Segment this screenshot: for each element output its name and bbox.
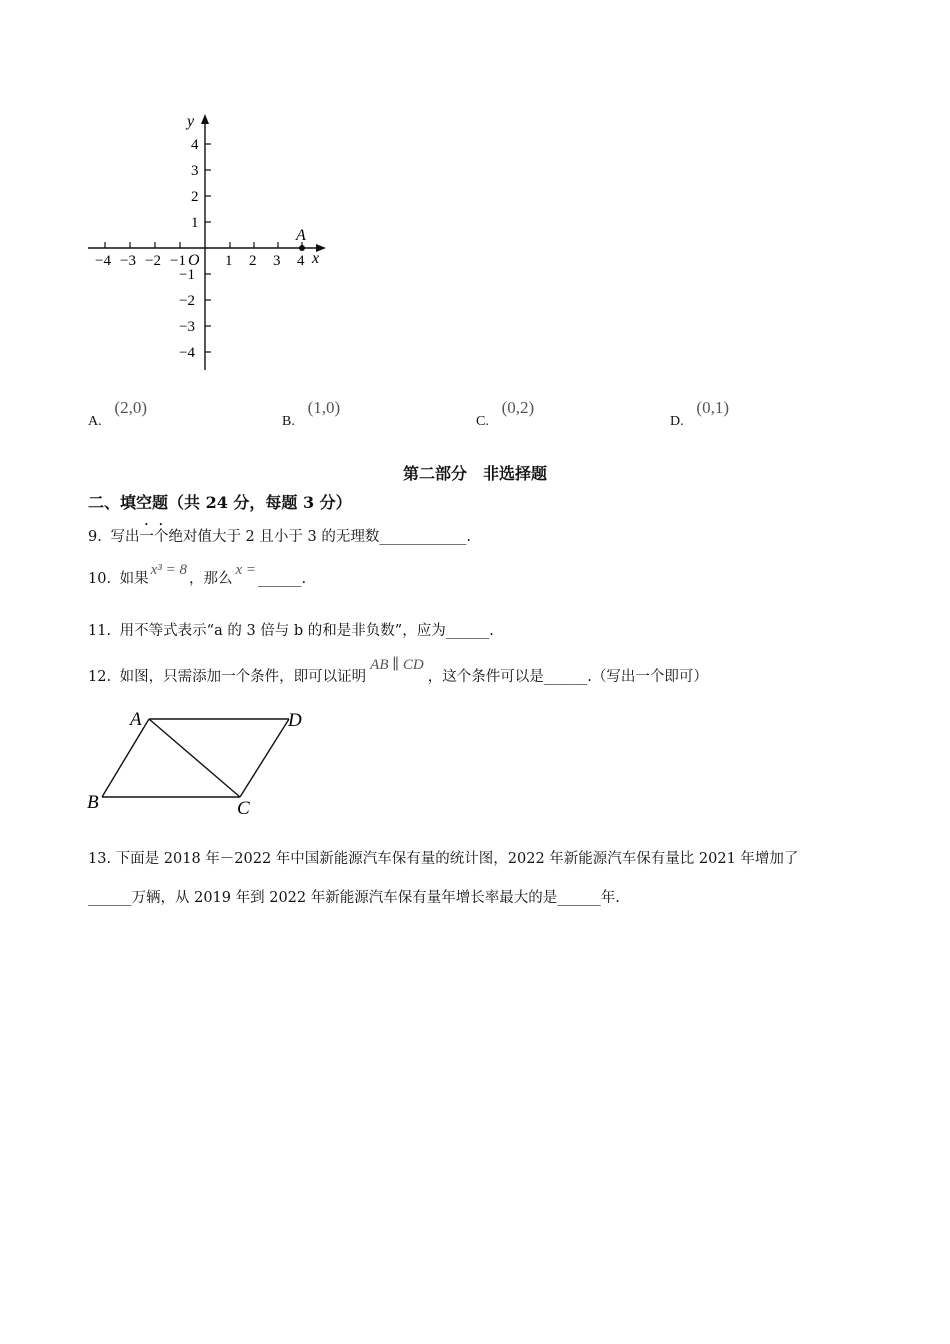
vertex-label-c: C — [237, 798, 250, 818]
x-ticks — [105, 242, 302, 248]
vertex-label-d: D — [288, 710, 302, 731]
option-c[interactable] — [476, 398, 535, 429]
part-title: 第二部分 非选择题 — [402, 464, 547, 483]
option-a[interactable] — [88, 398, 147, 429]
segment-ac — [149, 719, 240, 797]
question-number: 10. — [88, 571, 112, 587]
question-text: 万辆，从 2019 年到 2022 年新能源汽车保有量年增长率最大的是 — [131, 890, 558, 906]
question-text: ，那么 — [188, 571, 233, 587]
question-number: 12. — [88, 669, 112, 685]
question-end: . — [301, 571, 307, 587]
answer-blank[interactable]: ____________ — [379, 529, 467, 545]
coordinate-figure — [80, 108, 340, 383]
option-letter: B. — [282, 414, 295, 429]
option-value: (0,2) — [501, 398, 535, 417]
question-11 — [88, 619, 494, 640]
x-tick-label: 2 — [249, 253, 257, 269]
section-title: 二、填空题（共 24 分，每题 3 分） — [88, 493, 352, 512]
y-axis-label: y — [187, 113, 195, 130]
x-tick-label: −1 — [170, 253, 186, 269]
parallelogram-figure — [80, 706, 320, 818]
x-tick-label: −3 — [120, 253, 136, 269]
question-text: .（写出一个即可） — [587, 669, 708, 685]
question-end: . — [466, 529, 471, 545]
answer-blank[interactable]: ______ — [445, 623, 490, 639]
y-axis-arrow — [201, 114, 209, 124]
option-value: (2,0) — [114, 398, 147, 417]
y-tick-label: −3 — [179, 319, 195, 335]
y-tick-label: 1 — [191, 215, 199, 231]
option-d[interactable] — [670, 398, 729, 429]
y-tick-label: 2 — [191, 189, 199, 205]
question-end: . — [489, 623, 494, 639]
question-13-line-1: 13. 下面是 2018 年－2022 年中国新能源汽车保有量的统计图，2022 年新能源汽车保有量比 2021 年增加了 — [88, 851, 799, 867]
question-text: 绝对值大于 2 且小于 3 的无理数 — [168, 529, 380, 545]
question-10 — [88, 562, 307, 588]
question-text: 写出 — [110, 529, 140, 545]
option-letter: D. — [670, 414, 684, 429]
question-text: ，这个条件可以是 — [427, 669, 544, 685]
math-expression: x = — [235, 562, 256, 578]
vertex-label-b: B — [87, 792, 99, 813]
origin-label: O — [188, 252, 200, 269]
x-tick-label: 4 — [297, 253, 305, 269]
question-9 — [88, 521, 471, 546]
question-text: 用不等式表示“a 的 3 倍与 b 的和是非负数”，应为 — [119, 623, 446, 639]
y-tick-label: −1 — [179, 267, 195, 283]
x-tick-label: 3 — [273, 253, 281, 269]
segment-ba — [102, 719, 149, 797]
question-13-line-2 — [88, 886, 620, 907]
question-12 — [88, 657, 708, 686]
option-b[interactable] — [282, 398, 341, 429]
emphasis-text: 一个 — [139, 529, 169, 545]
x-tick-label: −2 — [145, 253, 161, 269]
y-tick-label: 3 — [191, 163, 199, 179]
option-letter: C. — [476, 414, 489, 429]
y-tick-label: −4 — [179, 345, 195, 361]
x-tick-label: −4 — [95, 253, 111, 269]
answer-blank[interactable]: ______ — [88, 890, 132, 906]
x-tick-label: 1 — [225, 253, 233, 269]
option-value: (0,1) — [696, 398, 729, 417]
question-number: 9. — [88, 529, 102, 545]
answer-blank[interactable]: ______ — [257, 571, 302, 587]
question-number: 11. — [88, 623, 112, 639]
option-letter: A. — [88, 414, 102, 429]
question-text: 如果 — [119, 571, 149, 587]
vertex-label-a: A — [130, 709, 142, 730]
answer-blank[interactable]: ______ — [543, 669, 588, 685]
question-text: 如图，只需添加一个条件，即可以证明 — [119, 669, 367, 685]
point-a-label: A — [296, 227, 306, 244]
question-end: 年. — [600, 890, 620, 906]
math-expression: x³ = 8 — [150, 562, 187, 578]
answer-blank[interactable]: ______ — [557, 890, 601, 906]
y-tick-label: 4 — [191, 137, 199, 153]
x-axis-label: x — [312, 250, 320, 267]
y-tick-label: −2 — [179, 293, 195, 309]
option-value: (1,0) — [307, 398, 341, 417]
math-expression: AB ∥ CD — [370, 657, 424, 673]
point-a — [299, 245, 305, 251]
segment-dc — [240, 719, 289, 797]
